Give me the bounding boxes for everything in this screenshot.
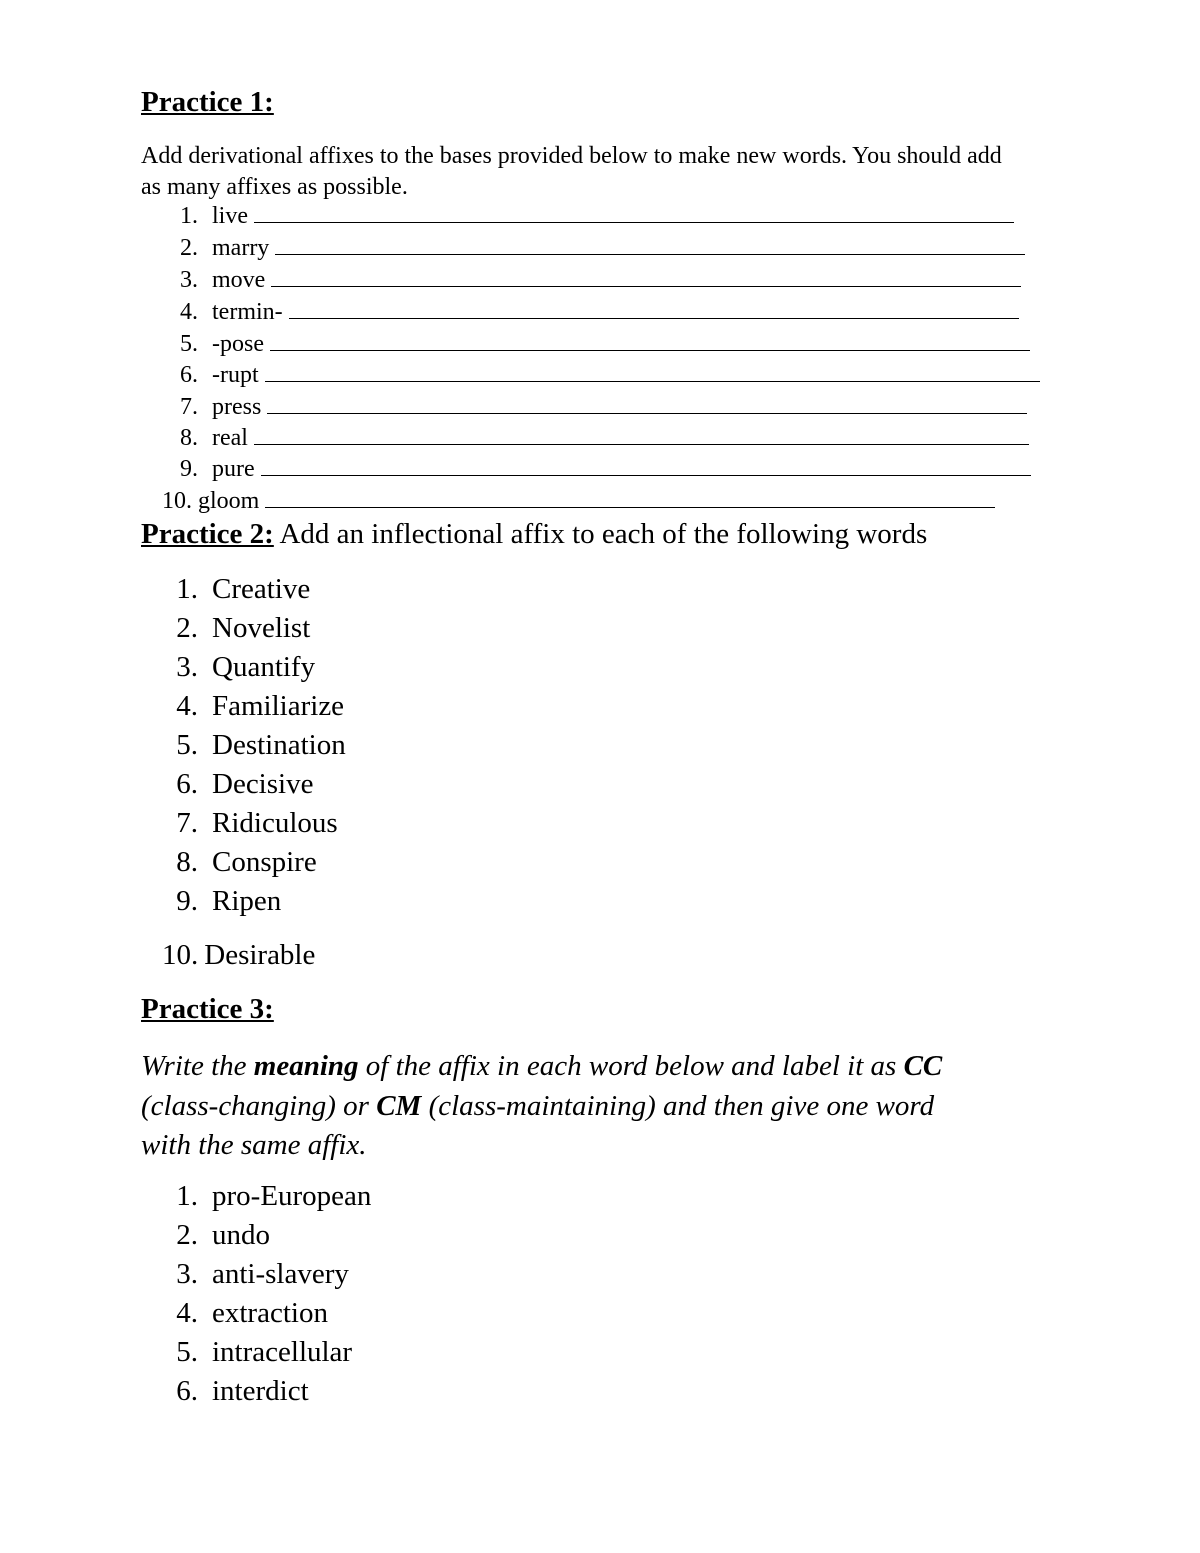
practice3-instruction-line2 [141,1087,934,1126]
answer-blank-line[interactable] [270,332,1030,351]
answer-blank-line[interactable] [275,236,1025,255]
cc-description: (class-changing) or [141,1090,369,1122]
list-number: 8. [180,425,198,451]
answer-blank-line[interactable] [265,363,1040,382]
answer-blank-line[interactable] [265,489,995,508]
list-number: 2. [176,1219,198,1251]
practice1-item [162,488,995,515]
practice1-item [162,394,1027,421]
practice1-item [162,203,1014,230]
list-number: 6. [176,768,198,800]
practice2-word: Decisive [212,768,314,800]
practice2-word: Creative [212,573,311,605]
practice2-word: Desirable [204,939,316,971]
base-word: real [212,425,248,451]
list-number: 2. [180,235,198,261]
answer-blank-line[interactable] [271,268,1021,287]
practice1-item [162,235,1025,262]
practice2-item [162,651,315,684]
practice3-item [162,1219,270,1252]
practice3-word: pro-European [212,1180,372,1212]
base-word: -pose [212,331,264,357]
practice2-instruction: Add an inflectional affix to each of the following words [279,518,928,550]
instruction-text: Write the [141,1050,247,1082]
practice3-item [162,1297,328,1330]
base-word: live [212,203,248,229]
list-number: 9. [176,885,198,917]
list-number: 4. [180,299,198,325]
practice3-item [162,1336,352,1369]
list-number: 3. [180,267,198,293]
list-number: 7. [180,394,198,420]
practice1-instruction: Add derivational affixes to the bases provided below to make new words. You should add as many affixes as possible. [141,143,1002,200]
practice2-item [162,768,313,801]
practice2-item [162,729,346,762]
practice2-word: Familiarize [212,690,345,722]
cm-description: (class-maintaining) and then give one word [428,1090,935,1122]
practice3-item [162,1375,309,1408]
list-number: 5. [180,331,198,357]
base-word: gloom [198,488,260,514]
list-number: 10. [162,939,199,971]
base-word: press [212,394,262,420]
list-number: 5. [176,1336,198,1368]
cm-label: CM [376,1090,422,1122]
practice2-item [162,573,310,606]
practice3-item [162,1180,371,1213]
practice1-item [162,456,1031,483]
answer-blank-line[interactable] [254,426,1029,445]
practice1-item [162,299,1019,326]
practice2-word: Quantify [212,651,316,683]
practice2-word: Ripen [212,885,282,917]
practice1-heading: Practice 1: [141,86,274,118]
practice1-item [162,331,1030,358]
practice2-item [162,846,317,879]
practice3-word: interdict [212,1375,309,1407]
practice2-word: Conspire [212,846,317,878]
base-word: marry [212,235,270,261]
practice3-word: intracellular [212,1336,353,1368]
list-number: 4. [176,1297,198,1329]
practice1-item [162,267,1021,294]
practice3-word: anti-slavery [212,1258,349,1290]
practice3-instruction-line1 [141,1047,942,1086]
instruction-bold-meaning: meaning [253,1050,359,1082]
practice2-item [162,885,281,918]
practice2-item [162,690,344,723]
list-number: 1. [180,203,198,229]
practice2-word: Novelist [212,612,311,644]
practice2-header [141,518,927,551]
list-number: 1. [176,1180,198,1212]
practice1-item [162,425,1029,452]
practice3-instruction-line3: with the same affix. [141,1129,367,1161]
practice2-heading: Practice 2: [141,518,274,550]
list-number: 5. [176,729,198,761]
practice3-heading: Practice 3: [141,993,274,1025]
practice3-word: extraction [212,1297,328,1329]
list-number: 3. [176,651,198,683]
list-number: 1. [176,573,198,605]
answer-blank-line[interactable] [267,395,1027,414]
list-number: 2. [176,612,198,644]
list-number: 10. [162,488,192,514]
list-number: 9. [180,456,198,482]
base-word: pure [212,456,255,482]
list-number: 8. [176,846,198,878]
list-number: 3. [176,1258,198,1290]
answer-blank-line[interactable] [261,457,1031,476]
list-number: 6. [180,362,198,388]
cc-label: CC [903,1050,943,1082]
answer-blank-line[interactable] [254,204,1014,223]
base-word: move [212,267,266,293]
practice2-item [162,807,338,840]
practice2-item [162,939,315,972]
practice3-item [162,1258,349,1291]
practice2-item [162,612,310,645]
practice1-item [162,362,1040,389]
instruction-text: of the affix in each word below and label it as [365,1050,897,1082]
practice2-word: Ridiculous [212,807,338,839]
answer-blank-line[interactable] [289,300,1019,319]
list-number: 7. [176,807,198,839]
base-word: termin- [212,299,283,325]
base-word: -rupt [212,362,259,388]
list-number: 6. [176,1375,198,1407]
practice3-word: undo [212,1219,270,1251]
practice2-word: Destination [212,729,346,761]
list-number: 4. [176,690,198,722]
